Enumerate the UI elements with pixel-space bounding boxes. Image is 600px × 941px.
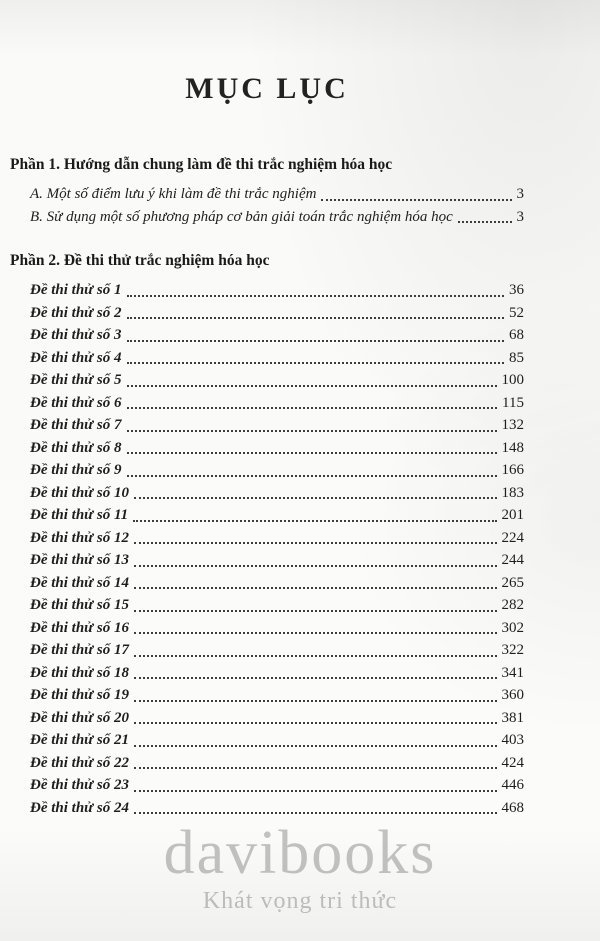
toc-entry-page: 148 bbox=[501, 439, 524, 456]
toc-entry-label: Đề thi thử số 14 bbox=[30, 574, 130, 591]
section-heading-part1: Phần 1. Hướng dẫn chung làm đề thi trắc nghiệm hóa học bbox=[10, 156, 393, 173]
toc-entry-label: Đề thi thử số 17 bbox=[30, 642, 130, 658]
toc-entry-page: 36 bbox=[509, 282, 524, 298]
table-of-contents bbox=[10, 72, 524, 841]
toc-entry-label: Đề thi thử số 1 bbox=[30, 282, 122, 298]
watermark-tagline-text: Khát vọng tri thức bbox=[202, 888, 398, 914]
toc-entry bbox=[30, 437, 524, 460]
toc-leader-dots bbox=[134, 655, 496, 657]
toc-entry-label: B. Sử dụng một số phương pháp cơ bản giải toán trắc nghiệm hóa học bbox=[30, 208, 453, 225]
toc-entry-label: Đề thi thử số 8 bbox=[30, 439, 122, 456]
toc-entry bbox=[30, 572, 524, 595]
toc-leader-dots bbox=[127, 317, 504, 319]
toc-entry-page: 341 bbox=[501, 664, 524, 681]
toc-leader-dots bbox=[127, 385, 497, 387]
toc-entry-label: Đề thi thử số 11 bbox=[30, 507, 129, 523]
toc-entry-label: Đề thi thử số 24 bbox=[30, 799, 130, 816]
toc-leader-dots bbox=[134, 767, 496, 769]
toc-entry-page: 3 bbox=[516, 208, 524, 225]
toc-entry bbox=[30, 369, 524, 392]
toc-entry-page: 322 bbox=[501, 642, 524, 658]
toc-entry-label: Đề thi thử số 6 bbox=[30, 394, 122, 411]
toc-leader-dots bbox=[134, 542, 496, 544]
toc-entry-page: 468 bbox=[501, 799, 524, 816]
toc-list-part2 bbox=[10, 279, 524, 819]
toc-leader-dots bbox=[127, 452, 497, 454]
toc-entry-page: 3 bbox=[516, 186, 524, 202]
toc-entry bbox=[30, 414, 524, 437]
toc-entry-page: 224 bbox=[501, 529, 524, 546]
toc-leader-dots bbox=[321, 199, 511, 201]
toc-entry-page: 282 bbox=[501, 597, 524, 613]
toc-section-part2 bbox=[10, 250, 524, 819]
toc-leader-dots bbox=[458, 221, 512, 223]
toc-entry-page: 166 bbox=[501, 462, 524, 478]
toc-entry-page: 360 bbox=[501, 687, 524, 703]
toc-entry-page: 424 bbox=[501, 754, 524, 771]
toc-entry bbox=[30, 527, 524, 550]
toc-entry bbox=[30, 459, 524, 482]
toc-entry-label: Đề thi thử số 5 bbox=[30, 372, 122, 388]
toc-entry-label: Đề thi thử số 3 bbox=[30, 327, 122, 343]
toc-entry bbox=[30, 617, 524, 640]
toc-entry-label: Đề thi thử số 7 bbox=[30, 417, 122, 433]
toc-entry-page: 381 bbox=[501, 709, 524, 726]
toc-entry bbox=[30, 392, 524, 415]
toc-leader-dots bbox=[134, 700, 496, 702]
toc-entry-label: Đề thi thử số 9 bbox=[30, 462, 122, 478]
toc-entry-label: Đề thi thử số 12 bbox=[30, 529, 130, 546]
toc-leader-dots bbox=[127, 295, 504, 297]
toc-entry-page: 115 bbox=[502, 394, 524, 411]
toc-leader-dots bbox=[134, 790, 496, 792]
toc-entry-label: A. Một số điểm lưu ý khi làm đề thi trắc nghiệm bbox=[30, 186, 317, 202]
toc-entry-page: 201 bbox=[501, 507, 524, 523]
toc-leader-dots bbox=[134, 722, 496, 724]
toc-entry-label: Đề thi thử số 15 bbox=[30, 597, 130, 613]
toc-entry-label: Đề thi thử số 18 bbox=[30, 664, 130, 681]
toc-list-part1 bbox=[10, 183, 524, 228]
toc-entry-label: Đề thi thử số 4 bbox=[30, 349, 122, 366]
toc-entry-page: 183 bbox=[501, 484, 524, 501]
toc-entry bbox=[30, 729, 524, 752]
toc-leader-dots bbox=[127, 430, 497, 432]
toc-entry bbox=[30, 482, 524, 505]
toc-entry-label: Đề thi thử số 10 bbox=[30, 484, 130, 501]
toc-entry bbox=[30, 594, 524, 617]
toc-entry-page: 403 bbox=[501, 732, 524, 748]
toc-entry bbox=[30, 752, 524, 775]
toc-leader-dots bbox=[127, 362, 504, 364]
toc-entry-label: Đề thi thử số 23 bbox=[30, 777, 130, 793]
toc-entry bbox=[30, 684, 524, 707]
toc-entry bbox=[30, 797, 524, 820]
toc-entry bbox=[30, 347, 524, 370]
section-heading-part2: Phần 2. Đề thi thử trắc nghiệm hóa học bbox=[10, 252, 270, 269]
toc-entry bbox=[30, 324, 524, 347]
toc-entry bbox=[30, 302, 524, 325]
toc-entry-page: 85 bbox=[509, 349, 524, 366]
toc-leader-dots bbox=[134, 632, 496, 634]
toc-entry-page: 132 bbox=[501, 417, 524, 433]
toc-entry-label: Đề thi thử số 20 bbox=[30, 709, 130, 726]
toc-entry-label: Đề thi thử số 22 bbox=[30, 754, 130, 771]
toc-entry-label: Đề thi thử số 16 bbox=[30, 619, 130, 636]
toc-entry bbox=[30, 707, 524, 730]
toc-leader-dots bbox=[134, 565, 496, 567]
toc-entry bbox=[30, 504, 524, 527]
toc-entry-page: 68 bbox=[509, 327, 524, 343]
toc-entry-page: 302 bbox=[501, 619, 524, 636]
toc-entry bbox=[30, 206, 524, 229]
toc-section-part1 bbox=[10, 154, 524, 228]
toc-entry bbox=[30, 662, 524, 685]
toc-leader-dots bbox=[134, 745, 496, 747]
toc-entry-page: 100 bbox=[501, 372, 524, 388]
toc-entry bbox=[30, 549, 524, 572]
toc-leader-dots bbox=[134, 497, 496, 499]
toc-entry-label: Đề thi thử số 13 bbox=[30, 552, 130, 568]
toc-entry bbox=[30, 183, 524, 206]
toc-entry-page: 265 bbox=[501, 574, 524, 591]
toc-leader-dots bbox=[134, 677, 496, 679]
watermark-brand-text: davibooks bbox=[163, 819, 437, 887]
toc-entry-page: 52 bbox=[509, 304, 524, 321]
toc-entry bbox=[30, 639, 524, 662]
toc-entry-page: 446 bbox=[501, 777, 524, 793]
toc-entry-label: Đề thi thử số 21 bbox=[30, 732, 130, 748]
toc-leader-dots bbox=[127, 475, 497, 477]
toc-entry bbox=[30, 279, 524, 302]
toc-entry-page: 244 bbox=[501, 552, 524, 568]
toc-entry bbox=[30, 774, 524, 797]
toc-leader-dots bbox=[134, 587, 496, 589]
toc-leader-dots bbox=[127, 407, 498, 409]
toc-entry-label: Đề thi thử số 19 bbox=[30, 687, 130, 703]
toc-leader-dots bbox=[133, 520, 496, 522]
page-title: MỤC LỤC bbox=[185, 72, 349, 105]
toc-leader-dots bbox=[127, 340, 504, 342]
toc-entry-label: Đề thi thử số 2 bbox=[30, 304, 122, 321]
toc-leader-dots bbox=[134, 610, 496, 612]
toc-leader-dots bbox=[134, 812, 496, 814]
